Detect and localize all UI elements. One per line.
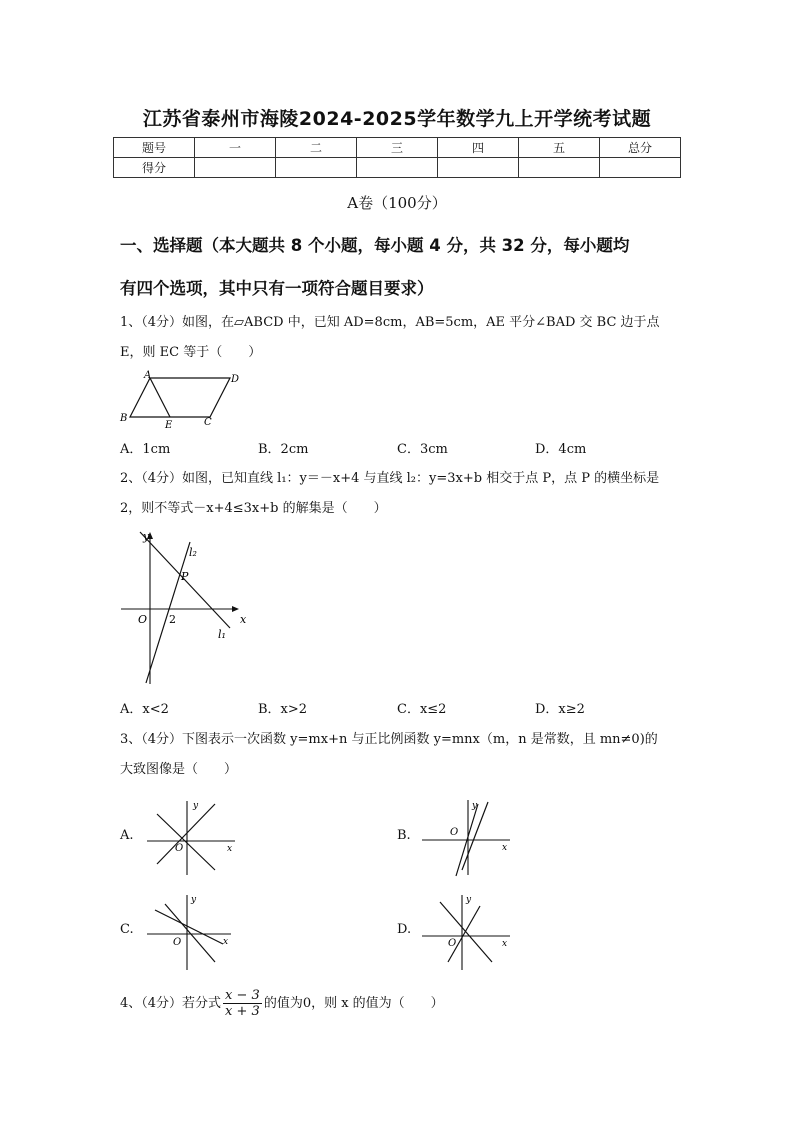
score-header-cell: 二 [276,138,357,158]
score-table [113,137,681,178]
q3-graph-b [418,798,518,878]
q1-option-c[interactable]: C．3cm [397,442,448,457]
score-row-label: 得分 [114,158,195,178]
section-title: A卷（100分） [347,194,447,212]
fig-label-b: B [120,413,128,424]
q2-option-c[interactable]: C．x≤2 [397,702,447,717]
score-header-cell: 题号 [114,138,195,158]
part-heading-line1: 一、选择题（本大题共 8 个小题，每小题 4 分，共 32 分，每小题均 [120,236,630,255]
score-header-cell: 总分 [600,138,681,158]
graph-c-label-origin: O [173,937,182,948]
score-table-header-row [114,138,681,158]
q3-option-b-label[interactable]: B. [397,828,411,843]
q2-text-line1: 2、（4分）如图，已知直线 l₁：y＝－x+4 与直线 l₂：y=3x+b 相交于点 P，点 P 的横坐标是 [120,471,660,486]
part-heading-line2: 有四个选项，其中只有一项符合题目要求） [120,279,434,298]
q4-suffix: 的值为0，则 x 的值为（ ） [263,996,444,1011]
score-header-cell: 一 [195,138,276,158]
graph-c-label-y: y [191,895,197,905]
score-cell[interactable] [519,158,600,178]
q3-text-line2: 大致图像是（ ） [120,762,238,777]
graph-a-label-y: y [193,801,199,811]
graph-b-label-x: x [502,843,508,853]
graph-c-label-x: x [223,937,229,947]
q1-option-d[interactable]: D．4cm [535,442,587,457]
q3-option-c-label[interactable]: C. [120,922,134,937]
score-header-cell: 三 [357,138,438,158]
q2-lines-figure [118,528,248,688]
graph-d-label-x: x [502,939,508,949]
graph-d-label-origin: O [448,938,457,949]
graph-c-line2 [165,904,215,962]
q2-label-two: 2 [169,613,176,626]
q4-numerator: x − 3 [225,988,260,1003]
score-table-row [114,158,681,178]
graph-d-line1 [440,902,492,962]
q4-fraction [223,988,262,1019]
parallelogram-shape [130,378,230,417]
graph-a-line1 [157,804,215,864]
fig-label-d: D [231,374,240,385]
fig-label-a: A [144,370,152,381]
q2-label-origin: O [138,613,148,626]
page-title: 江苏省泰州市海陵2024-2025学年数学九上开学统考试题 [142,108,652,130]
fig-label-c: C [204,417,212,428]
q2-label-y: y [143,530,150,543]
score-cell[interactable] [195,158,276,178]
score-cell[interactable] [438,158,519,178]
score-header-cell: 五 [519,138,600,158]
bisector-ae [150,378,170,417]
q1-text-line1: 1、（4分）如图，在▱ABCD 中，已知 AD=8cm，AB=5cm，AE 平分∠BAD 交 BC 边于点 [120,315,660,330]
q2-label-p: P [181,570,189,583]
graph-a-label-origin: O [175,843,184,854]
q3-graph-c [143,892,243,972]
score-cell[interactable] [357,158,438,178]
fig-label-e: E [165,420,173,430]
graph-b-label-origin: O [450,827,459,838]
q4-text [120,984,682,1024]
q1-option-a[interactable]: A．1cm [120,442,171,457]
graph-b-label-y: y [472,801,478,811]
q2-label-x: x [240,613,247,626]
q2-option-a[interactable]: A．x<2 [120,702,169,717]
score-cell[interactable] [276,158,357,178]
score-cell[interactable] [600,158,681,178]
q4-prefix: 4、（4分）若分式 [120,996,222,1011]
q3-graph-a [143,798,243,878]
graph-a-line2 [157,814,215,870]
q3-option-a-label[interactable]: A. [120,828,134,843]
q2-option-b[interactable]: B．x>2 [258,702,308,717]
graph-d-label-y: y [466,895,472,905]
q3-option-d-label[interactable]: D. [397,922,412,937]
graph-d-line2 [448,906,480,962]
q1-option-b[interactable]: B．2cm [258,442,309,457]
q1-text-line2: E，则 EC 等于（ ） [120,345,262,360]
q2-x-arrow [232,606,239,612]
graph-c-line1 [155,910,223,944]
score-header-cell: 四 [438,138,519,158]
graph-a-label-x: x [227,844,233,854]
q4-denominator: x + 3 [225,1004,260,1019]
q2-label-l1: l₁ [218,628,226,641]
q2-option-d[interactable]: D．x≥2 [535,702,585,717]
q3-graph-d [418,892,518,972]
q2-text-line2: 2，则不等式－x+4≤3x+b 的解集是（ ） [120,501,387,516]
line-l2 [146,542,190,683]
q3-text-line1: 3、（4分）下图表示一次函数 y=mx+n 与正比例函数 y=mnx（m，n 是常数，且 mn≠0)的 [120,732,658,747]
q2-label-l2: l₂ [189,546,197,559]
q1-parallelogram-figure [118,370,248,430]
